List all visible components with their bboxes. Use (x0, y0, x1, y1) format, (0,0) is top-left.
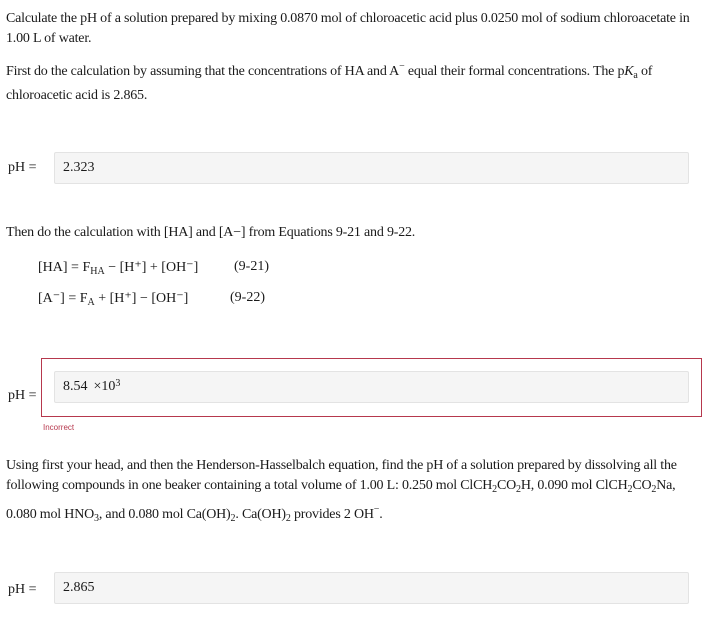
question-3-line-1: Using first your head, and then the Henderson-Hasselbalch equation, find the pH of a solution prepared by dissolving all the (6, 458, 677, 473)
eq1-subscript: HA (90, 266, 105, 277)
ph-label-3: pH = (8, 582, 37, 597)
q1-text-c: of (637, 64, 653, 79)
q3-sub-2d: 2 (651, 484, 657, 495)
q3-period: . (379, 507, 383, 522)
eq2-lhs: [A⁻] = F (38, 291, 88, 306)
eq2-rhs: + [H⁺] − [OH⁻] (94, 291, 189, 306)
q1-minus-sup: − (399, 61, 405, 72)
question-1-line-3 (6, 57, 696, 86)
q3-co2na: CO (632, 478, 652, 493)
ph-answer-value-3: 2.865 (63, 580, 95, 595)
question-1-line-4: chloroacetic acid is 2.865. (6, 88, 148, 103)
q3-line3-d: provides 2 OH (290, 507, 374, 522)
ka-subscript: a (633, 70, 638, 81)
question-text-2: Then do the calculation with [HA] and [A−] from Equations 9-21 and 9-22. (6, 225, 416, 240)
q3-na: Na, (656, 478, 676, 493)
q1-text-b: equal their formal concentrations. The p (404, 64, 625, 79)
q3-sub-3: 3 (94, 513, 99, 524)
q3-sub-2c: 2 (627, 484, 633, 495)
q3-sub-2e: 2 (230, 513, 236, 524)
ph-answer-times-2: ×10 (93, 379, 116, 394)
equation-9-21 (38, 259, 198, 277)
question-3-line-3 (6, 500, 696, 529)
q3-co2h: CO (496, 478, 517, 493)
ph-answer-field-2[interactable] (54, 371, 689, 403)
q3-line3-a: 0.080 mol HNO (6, 507, 95, 522)
q3-sub-2f: 2 (285, 513, 291, 524)
q3-sub-2b: 2 (516, 484, 521, 495)
q3-line3-b: , and 0.080 mol Ca(OH) (98, 507, 231, 522)
q3-h-090: H, 0.090 mol ClCH (520, 478, 628, 493)
eq1-rhs: − [H⁺] + [OH⁻] (104, 260, 199, 275)
question-text-1 (6, 9, 696, 49)
q3-minus-sup: − (373, 504, 380, 515)
ph-answer-field-3[interactable] (54, 572, 689, 604)
question-1-line-2: 1.00 L of water. (6, 31, 92, 46)
eq2-subscript: A (87, 297, 95, 308)
question-3-line-2 (6, 476, 696, 500)
equation-number-9-22: (9-22) (230, 290, 265, 305)
q3-sub-2a: 2 (492, 484, 497, 495)
question-text-1b (6, 57, 696, 106)
q1-text-a: First do the calculation by assuming that the concentrations of HA and A (6, 64, 400, 79)
q3-line2-a: following compounds in one beaker containing a total volume of 1.00 L: 0.250 mol ClCH (6, 478, 493, 493)
ph-answer-value-1: 2.323 (63, 160, 95, 175)
ph-answer-mantissa-2: 8.54 (63, 379, 88, 394)
incorrect-status-label: Incorrect (43, 423, 75, 432)
eq1-lhs: [HA] = F (38, 260, 91, 275)
question-text-3 (6, 456, 696, 529)
ph-answer-field-1[interactable] (54, 152, 689, 184)
ph-answer-exponent-2: 3 (115, 377, 121, 389)
q3-line3-c: . Ca(OH) (235, 507, 286, 522)
ph-label-1: pH = (8, 160, 37, 175)
ka-symbol: K (624, 64, 634, 79)
question-1-line-1: Calculate the pH of a solution prepared by mixing 0.0870 mol of chloroacetic acid plus 0.0250 mol of sodium chloroacetate in (6, 11, 690, 26)
equation-number-9-21: (9-21) (234, 259, 269, 274)
ph-label-2: pH = (8, 388, 37, 403)
equation-9-22 (38, 290, 188, 308)
